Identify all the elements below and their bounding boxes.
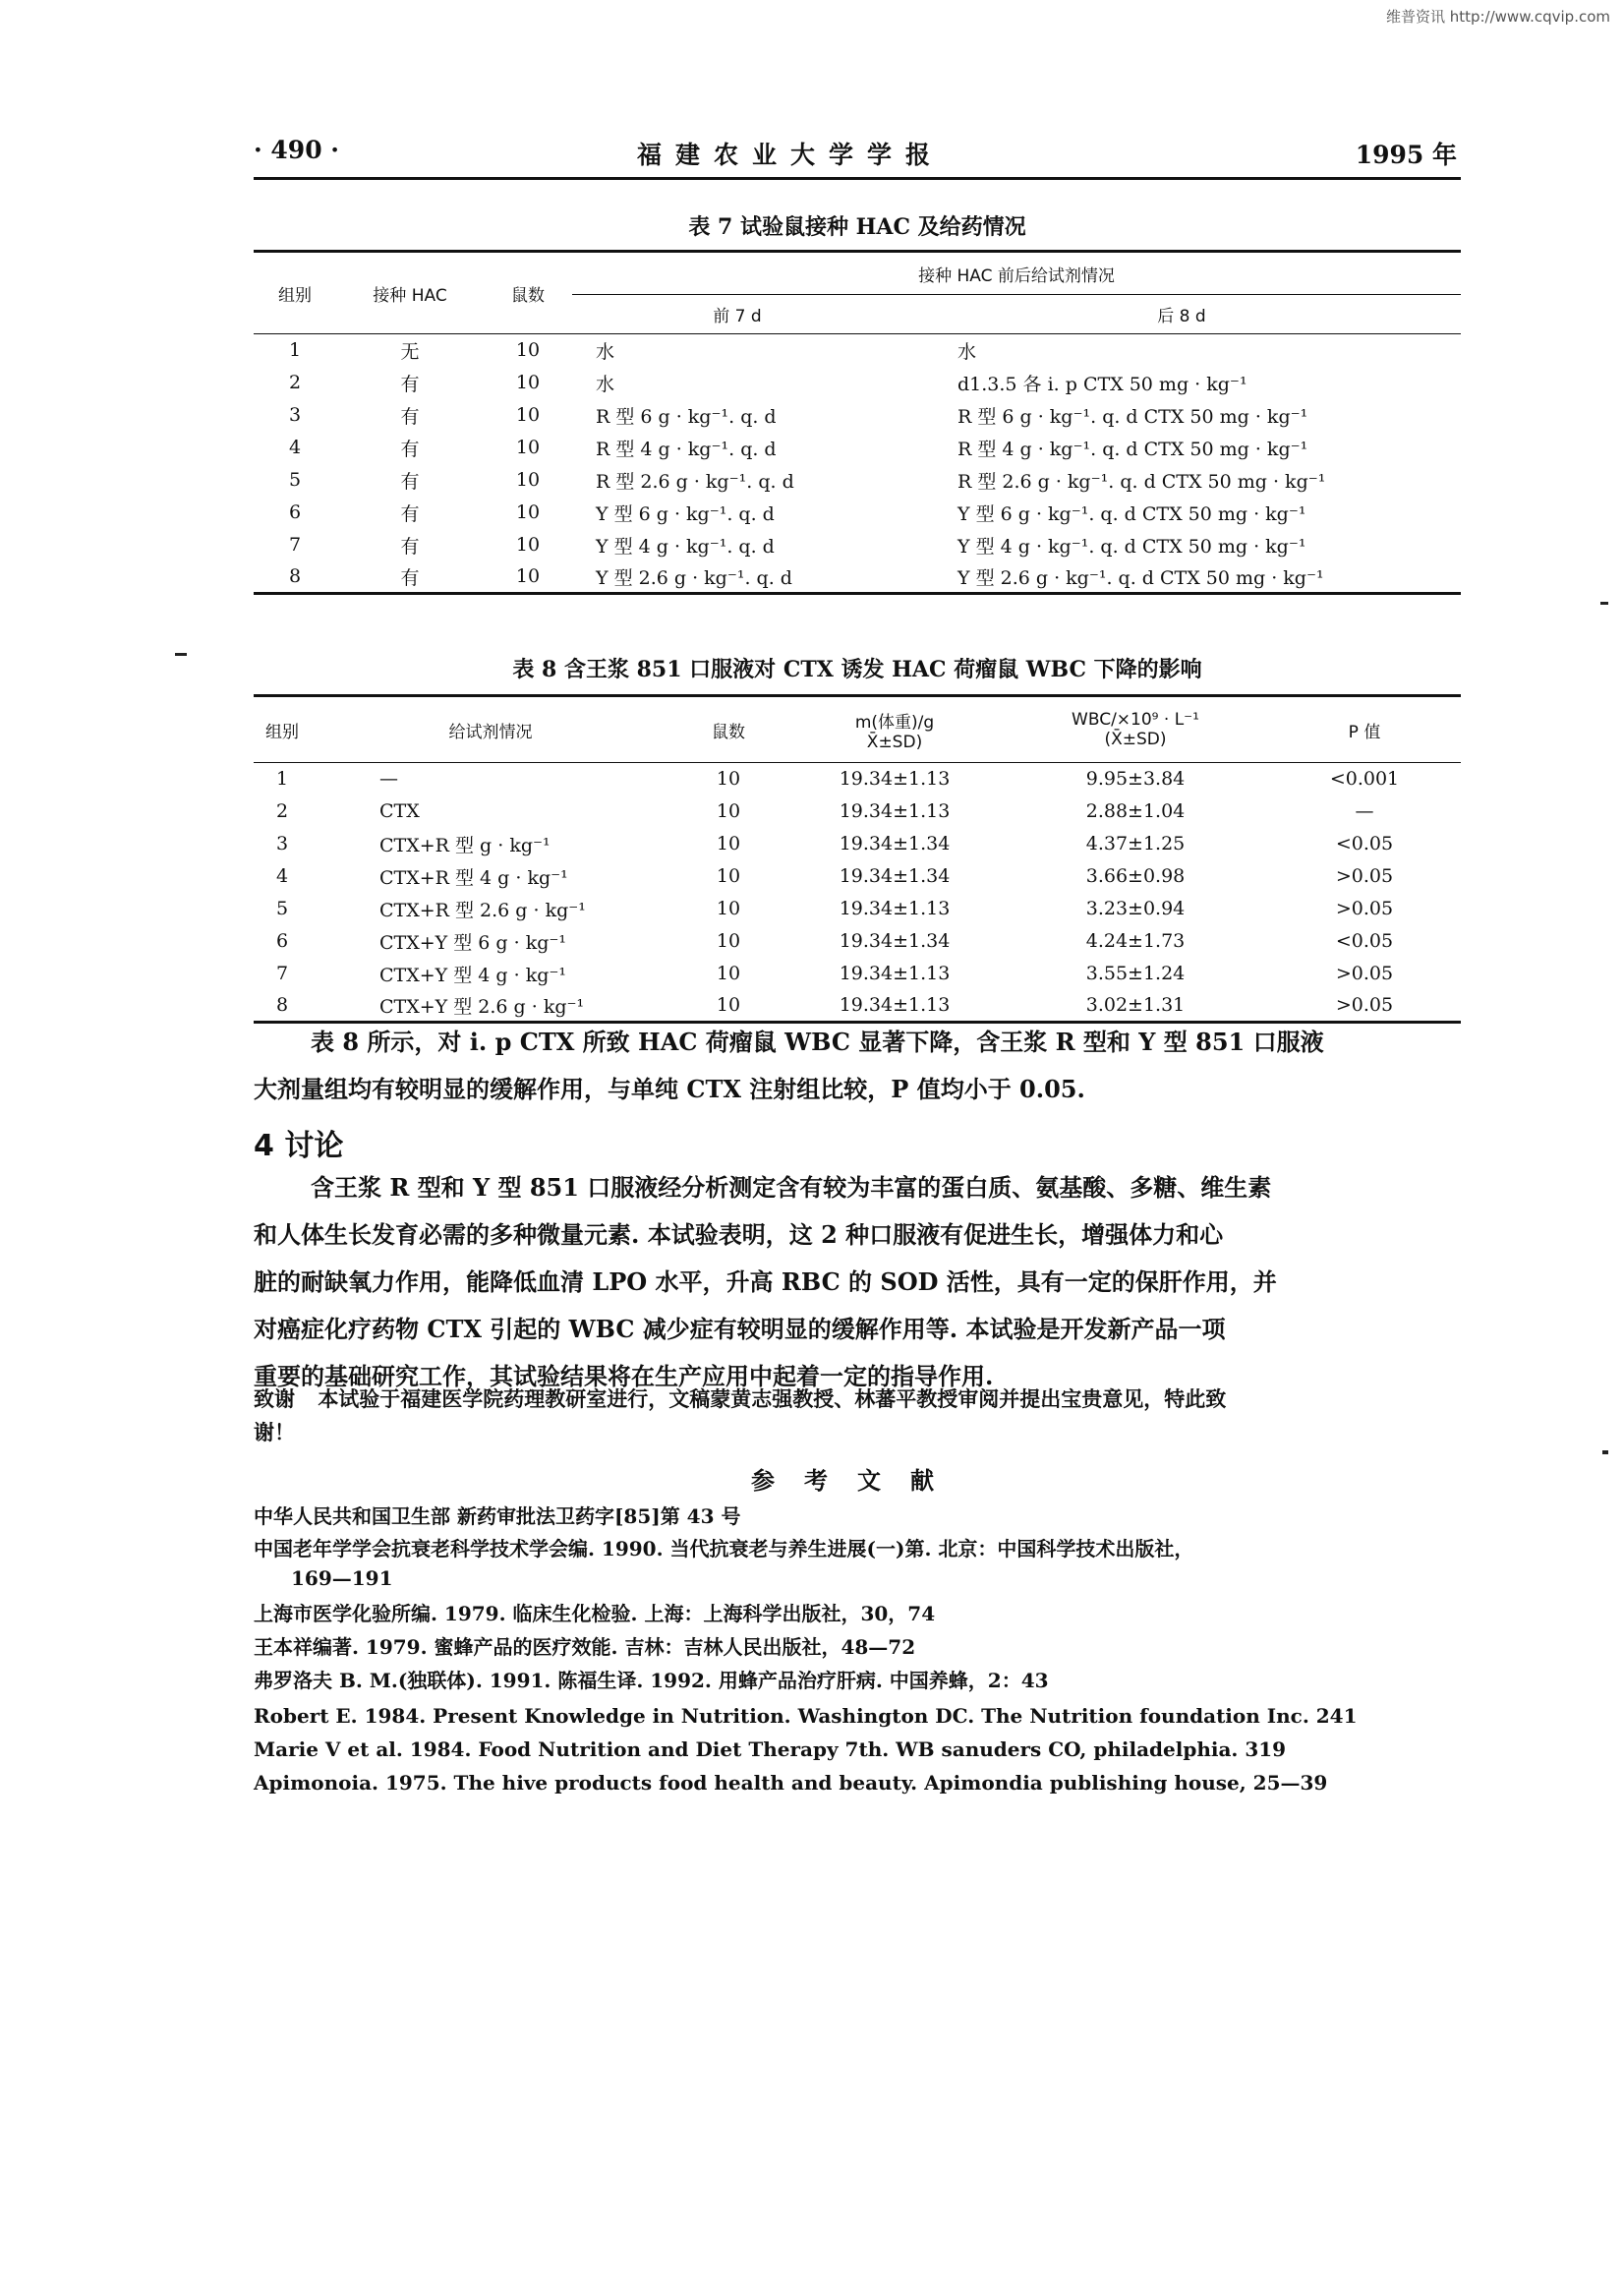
table7-cell-after: 水 bbox=[957, 340, 977, 363]
ack-text: 本试验于福建医学院药理教研室进行，文稿蒙黄志强教授、林蕃平教授审阅并提出宝贵意见，特此致 bbox=[318, 1386, 1227, 1411]
table7-cell-before: R 型 6 g · kg⁻¹. q. d bbox=[596, 405, 777, 428]
page-number: · 490 · bbox=[254, 136, 339, 164]
table7-cell-group: 1 bbox=[288, 339, 302, 362]
table-row bbox=[254, 432, 1461, 464]
table7-cell-group: 7 bbox=[288, 534, 302, 556]
table8-cell-p: >0.05 bbox=[1335, 898, 1394, 919]
table8-cell-p: <0.001 bbox=[1329, 768, 1400, 791]
watermark: 维普资讯 http://www.cqvip.com bbox=[1385, 8, 1610, 26]
table7-cell-after: R 型 2.6 g · kg⁻¹. q. d CTX 50 mg · kg⁻¹ bbox=[957, 470, 1326, 493]
table8-header-p: P 值 bbox=[1348, 722, 1381, 742]
table8-cell-p: <0.05 bbox=[1335, 833, 1394, 854]
table8-cell-p: — bbox=[1355, 800, 1374, 822]
table7-cell-inoc: 有 bbox=[400, 566, 420, 589]
table8-cell-treatment: CTX+R 型 2.6 g · kg⁻¹ bbox=[379, 899, 586, 921]
table8-cell-p: >0.05 bbox=[1335, 994, 1394, 1017]
table-row bbox=[254, 334, 1461, 367]
table7-header-group: 组别 bbox=[278, 285, 312, 306]
table8-cell-mice: 10 bbox=[716, 994, 741, 1017]
table8-cell-treatment: CTX+Y 型 2.6 g · kg⁻¹ bbox=[379, 995, 585, 1018]
table7-cell-inoc: 有 bbox=[400, 470, 420, 493]
table7-cell-mice: 10 bbox=[515, 469, 541, 491]
reference-item: Marie V et al. 1984. Food Nutrition and Diet Therapy 7th. WB sanuders CO, philadelphia. 319 bbox=[254, 1737, 1287, 1761]
table7-cell-inoc: 无 bbox=[400, 340, 420, 363]
table-row bbox=[254, 958, 1461, 990]
table8-cell-p: <0.05 bbox=[1335, 930, 1394, 952]
table8-cell-mass: 19.34±1.34 bbox=[839, 833, 951, 854]
table-row bbox=[254, 893, 1461, 925]
table-row bbox=[254, 828, 1461, 860]
reference-item: 上海市医学化验所编. 1979. 临床生化检验. 上海：上海科学出版社，30，74 bbox=[254, 1602, 936, 1625]
table8-cell-wbc: 3.55±1.24 bbox=[1085, 963, 1186, 984]
table8-cell-group: 1 bbox=[275, 768, 289, 791]
table-row bbox=[254, 561, 1461, 594]
table7-cell-inoc: 有 bbox=[400, 535, 420, 558]
table7 bbox=[254, 250, 1461, 595]
result-line: 大剂量组均有较明显的缓解作用，与单纯 CTX 注射组比较，P 值均小于 0.05. bbox=[254, 1075, 1085, 1103]
table7-cell-inoc: 有 bbox=[400, 373, 420, 395]
table8-header-wbc: WBC/×10⁹ · L⁻¹ bbox=[1072, 710, 1199, 730]
table8-cell-group: 7 bbox=[275, 963, 289, 984]
table8-cell-treatment: CTX+Y 型 4 g · kg⁻¹ bbox=[379, 964, 567, 986]
running-header bbox=[254, 136, 1457, 169]
discussion-line: 对癌症化疗药物 CTX 引起的 WBC 减少症有较明显的缓解作用等. 本试验是开发新产品一项 bbox=[254, 1315, 1226, 1343]
table8-cell-wbc: 3.02±1.31 bbox=[1085, 994, 1186, 1017]
table8-cell-group: 4 bbox=[275, 865, 289, 887]
table7-cell-mice: 10 bbox=[515, 404, 541, 426]
table-row bbox=[254, 990, 1461, 1023]
margin-mark bbox=[175, 653, 187, 656]
table8-cell-mice: 10 bbox=[716, 963, 741, 984]
reference-list bbox=[254, 1502, 1463, 1802]
table7-cell-inoc: 有 bbox=[400, 502, 420, 525]
table7-cell-after: R 型 6 g · kg⁻¹. q. d CTX 50 mg · kg⁻¹ bbox=[957, 405, 1308, 428]
discussion-line: 含王浆 R 型和 Y 型 851 口服液经分析测定含有较为丰富的蛋白质、氨基酸、多糖、维生素 bbox=[311, 1173, 1272, 1202]
table7-cell-inoc: 有 bbox=[400, 438, 420, 460]
table8-header-mass-sub: X̄±SD) bbox=[866, 732, 923, 752]
discussion-line: 和人体生长发育必需的多种微量元素. 本试验表明，这 2 种口服液有促进生长，增强体力和心 bbox=[254, 1220, 1224, 1249]
discussion-line: 重要的基础研究工作，其试验结果将在生产应用中起着一定的指导作用. bbox=[254, 1362, 994, 1390]
table7-cell-group: 5 bbox=[288, 469, 302, 491]
table-row bbox=[254, 367, 1461, 399]
table7-cell-group: 3 bbox=[288, 404, 302, 426]
table-row bbox=[254, 763, 1461, 795]
table-row bbox=[254, 497, 1461, 529]
reference-item: Robert E. 1984. Present Knowledge in Nutrition. Washington DC. The Nutrition foundation Inc. 241 bbox=[254, 1704, 1358, 1728]
table7-cell-after: d1.3.5 各 i. p CTX 50 mg · kg⁻¹ bbox=[957, 373, 1247, 395]
margin-mark bbox=[1602, 1450, 1608, 1454]
table8-cell-group: 5 bbox=[275, 898, 289, 919]
table7-cell-before: Y 型 4 g · kg⁻¹. q. d bbox=[596, 535, 775, 558]
table7-header-regimen: 接种 HAC 前后给试剂情况 bbox=[572, 252, 1461, 295]
table8-cell-group: 2 bbox=[275, 800, 289, 822]
discussion-heading: 4 讨论 bbox=[254, 1129, 344, 1163]
table7-header-before: 前 7 d bbox=[713, 307, 762, 326]
table7-cell-group: 6 bbox=[288, 501, 302, 523]
table8-cell-mice: 10 bbox=[716, 898, 741, 919]
table8-cell-treatment: CTX bbox=[379, 800, 420, 822]
table8-cell-treatment: CTX+R 型 g · kg⁻¹ bbox=[379, 834, 551, 856]
table8-cell-wbc: 9.95±3.84 bbox=[1085, 768, 1186, 791]
result-paragraph bbox=[254, 1019, 1463, 1113]
reference-item: 王本祥编著. 1979. 蜜蜂产品的医疗效能. 吉林：吉林人民出版社，48—72 bbox=[254, 1635, 916, 1659]
ack-label: 致谢 bbox=[254, 1387, 295, 1411]
table7-header-inoc: 接种 HAC bbox=[373, 285, 447, 306]
table-row bbox=[254, 925, 1461, 958]
table8-cell-mass: 19.34±1.34 bbox=[839, 865, 951, 887]
discussion-line: 脏的耐缺氧力作用，能降低血清 LPO 水平，升高 RBC 的 SOD 活性，具有一定的保肝作用，并 bbox=[254, 1267, 1277, 1296]
reference-item-continuation: 169—191 bbox=[291, 1566, 393, 1590]
table8-cell-group: 8 bbox=[275, 994, 289, 1017]
journal-title: 福建农业大学学报 bbox=[637, 141, 945, 169]
table8-caption: 表 8 含王浆 851 口服液对 CTX 诱发 HAC 荷瘤鼠 WBC 下降的影响 bbox=[512, 657, 1202, 682]
table8-cell-mice: 10 bbox=[716, 833, 741, 854]
table-row bbox=[254, 795, 1461, 828]
table7-cell-before: R 型 4 g · kg⁻¹. q. d bbox=[596, 438, 777, 460]
table8-cell-mice: 10 bbox=[716, 865, 741, 887]
table8-cell-mass: 19.34±1.13 bbox=[839, 963, 951, 984]
table8 bbox=[254, 694, 1461, 1024]
table7-cell-before: R 型 2.6 g · kg⁻¹. q. d bbox=[596, 470, 794, 493]
table8-cell-p: >0.05 bbox=[1335, 963, 1394, 984]
table8-cell-treatment: CTX+Y 型 6 g · kg⁻¹ bbox=[379, 931, 567, 954]
issue-year: 1995 年 bbox=[1355, 141, 1457, 169]
table8-cell-wbc: 3.23±0.94 bbox=[1085, 898, 1186, 919]
table7-cell-after: Y 型 4 g · kg⁻¹. q. d CTX 50 mg · kg⁻¹ bbox=[957, 535, 1306, 558]
table7-cell-group: 8 bbox=[288, 565, 302, 588]
table7-cell-after: Y 型 6 g · kg⁻¹. q. d CTX 50 mg · kg⁻¹ bbox=[957, 502, 1306, 525]
table8-cell-mice: 10 bbox=[716, 768, 741, 791]
table7-cell-inoc: 有 bbox=[400, 405, 420, 428]
table8-header-group: 组别 bbox=[265, 722, 299, 742]
table-row bbox=[254, 529, 1461, 561]
table8-cell-wbc: 3.66±0.98 bbox=[1085, 865, 1186, 887]
reference-item: 中华人民共和国卫生部 新药审批法卫药字[85]第 43 号 bbox=[254, 1504, 741, 1528]
table8-header-mice: 鼠数 bbox=[712, 722, 745, 742]
table8-cell-mice: 10 bbox=[716, 800, 741, 822]
acknowledgement bbox=[254, 1383, 1463, 1449]
header-rule bbox=[254, 177, 1461, 180]
table8-cell-p: >0.05 bbox=[1335, 865, 1394, 887]
table-row bbox=[254, 860, 1461, 893]
table8-cell-treatment: — bbox=[379, 768, 398, 791]
table7-cell-after: R 型 4 g · kg⁻¹. q. d CTX 50 mg · kg⁻¹ bbox=[957, 438, 1308, 460]
table7-cell-before: 水 bbox=[596, 340, 615, 363]
table8-cell-mice: 10 bbox=[716, 930, 741, 952]
reference-item: Apimonoia. 1975. The hive products food health and beauty. Apimondia publishing house, 25—39 bbox=[254, 1771, 1328, 1795]
table8-header-treatment: 给试剂情况 bbox=[448, 722, 533, 742]
table8-header-wbc-sub: (X̄±SD) bbox=[1104, 730, 1167, 749]
table7-header-mice: 鼠数 bbox=[511, 285, 545, 306]
discussion-paragraph bbox=[254, 1164, 1463, 1400]
table8-cell-group: 3 bbox=[275, 833, 289, 854]
table7-cell-mice: 10 bbox=[515, 501, 541, 523]
result-line: 表 8 所示，对 i. p CTX 所致 HAC 荷瘤鼠 WBC 显著下降，含王浆 R 型和 Y 型 851 口服液 bbox=[311, 1028, 1324, 1056]
table7-cell-before: Y 型 6 g · kg⁻¹. q. d bbox=[596, 502, 775, 525]
table8-cell-wbc: 2.88±1.04 bbox=[1085, 800, 1186, 822]
table8-cell-mass: 19.34±1.13 bbox=[839, 800, 951, 822]
reference-item: 中国老年学学会抗衰老科学技术学会编. 1990. 当代抗衰老与养生进展(一)第. 北京：中国科学技术出版社， bbox=[254, 1537, 1194, 1560]
table8-cell-wbc: 4.24±1.73 bbox=[1085, 930, 1186, 952]
table7-cell-group: 4 bbox=[288, 437, 302, 458]
ack-text: 谢！ bbox=[254, 1420, 295, 1444]
table-row bbox=[254, 399, 1461, 432]
table7-cell-after: Y 型 2.6 g · kg⁻¹. q. d CTX 50 mg · kg⁻¹ bbox=[957, 566, 1324, 589]
table8-cell-wbc: 4.37±1.25 bbox=[1085, 833, 1186, 854]
table8-cell-mass: 19.34±1.13 bbox=[839, 898, 951, 919]
table8-cell-group: 6 bbox=[275, 930, 289, 952]
table8-cell-treatment: CTX+R 型 4 g · kg⁻¹ bbox=[379, 866, 568, 889]
table7-cell-mice: 10 bbox=[515, 372, 541, 393]
table7-cell-group: 2 bbox=[288, 372, 302, 393]
table7-cell-mice: 10 bbox=[515, 565, 541, 588]
table8-cell-mass: 19.34±1.13 bbox=[839, 994, 951, 1017]
reference-item: 弗罗洛夫 B. M.(独联体). 1991. 陈福生译. 1992. 用蜂产品治疗肝病. 中国养蜂，2：43 bbox=[254, 1669, 1049, 1692]
table7-cell-before: 水 bbox=[596, 373, 615, 395]
references-heading: 参考文献 bbox=[751, 1466, 963, 1495]
table7-header-after: 后 8 d bbox=[1157, 307, 1206, 326]
table8-cell-mass: 19.34±1.34 bbox=[839, 930, 951, 952]
table7-cell-mice: 10 bbox=[515, 534, 541, 556]
table7-cell-before: Y 型 2.6 g · kg⁻¹. q. d bbox=[596, 566, 792, 589]
table8-header-mass: m(体重)/g bbox=[854, 712, 935, 733]
table8-cell-mass: 19.34±1.13 bbox=[839, 768, 951, 791]
table7-caption: 表 7 试验鼠接种 HAC 及给药情况 bbox=[688, 214, 1026, 240]
table-row bbox=[254, 464, 1461, 497]
table7-cell-mice: 10 bbox=[515, 437, 541, 458]
table7-cell-mice: 10 bbox=[515, 339, 541, 362]
margin-mark bbox=[1600, 602, 1608, 605]
